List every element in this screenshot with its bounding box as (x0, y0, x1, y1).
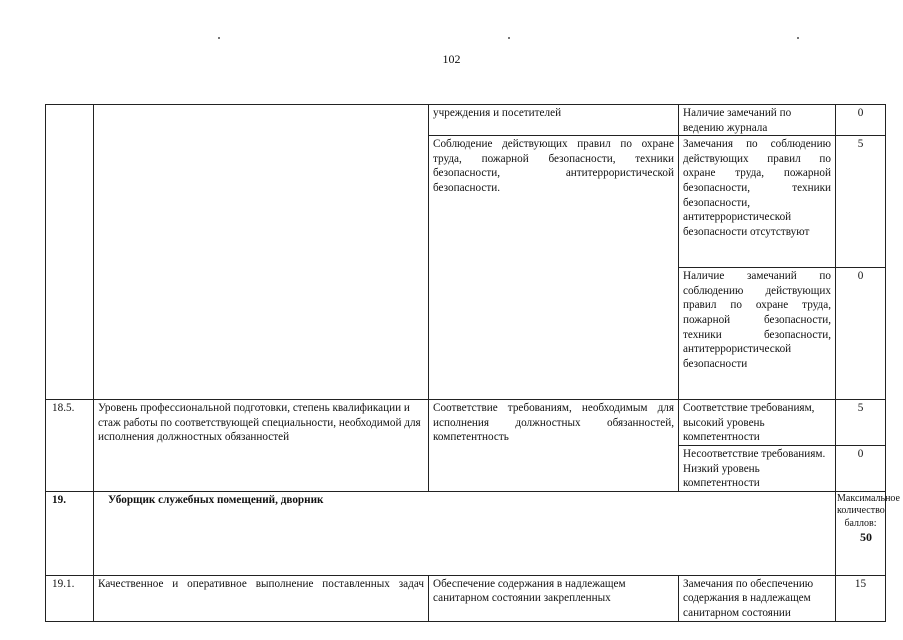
score-cell: 15 (836, 575, 886, 621)
row-number-cell: 18.5. (46, 400, 94, 492)
indicator-cell: Обеспечение содержания в надлежащем санитарном состоянии закрепленных (429, 575, 679, 621)
section-title-cell (94, 491, 836, 575)
page-number: 102 (442, 52, 461, 66)
scan-speck (508, 37, 510, 39)
max-score-value: 50 (860, 529, 872, 544)
criterion-cell (94, 105, 429, 400)
table-row (46, 105, 886, 136)
score-cell: 0 (836, 105, 886, 136)
table-row (46, 575, 886, 621)
score-cell: 0 (836, 445, 886, 491)
section-row (46, 491, 886, 575)
max-score-cell (836, 491, 900, 575)
criterion-cell: Уровень профессиональной подготовки, степень квалификации и стаж работы по соответствующей специальности, необходимой для исполнения должностных обязанностей (94, 400, 429, 492)
scan-speck (797, 37, 799, 39)
row-number-cell: 19.1. (46, 575, 94, 621)
evaluation-cell: Замечания по обеспечению содержания в надлежащем санитарном состоянии (679, 575, 836, 621)
indicator-cell: Соответствие требованиям, необходимым для исполнения должностных обязанностей, компетентность (429, 400, 679, 492)
evaluation-cell: Наличие замечаний по соблюдению действующих правил по охране труда, пожарной безопасности, техники безопасности, антитеррористической безопасности (679, 268, 836, 400)
evaluation-cell: Замечания по соблюдению действующих правил по охране труда, пожарной безопасности, техники безопасности, антитеррористической безопасности отсутствуют (679, 136, 836, 268)
score-cell: 5 (836, 400, 886, 446)
scan-speck (218, 37, 220, 39)
score-cell: 5 (836, 136, 886, 268)
score-cell: 0 (836, 268, 886, 400)
max-score-label: Максимальное количество баллов: (837, 492, 900, 529)
table-row (46, 400, 886, 446)
evaluation-cell: Соответствие требованиям, высокий уровень компетентности (679, 400, 836, 446)
evaluation-cell: Наличие замечаний по ведению журнала (679, 105, 836, 136)
criteria-table (45, 104, 900, 622)
indicator-cell: Соблюдение действующих правил по охране труда, пожарной безопасности, техники безопасности, антитеррористической безопасности. (429, 136, 679, 400)
evaluation-cell: Несоответствие требованиям. Низкий уровень компетентности (679, 445, 836, 491)
criterion-cell: Качественное и оперативное выполнение поставленных задач (94, 575, 429, 621)
section-number-cell: 19. (46, 491, 94, 575)
row-number-cell (46, 105, 94, 400)
section-title: Уборщик служебных помещений, дворник (108, 493, 324, 506)
indicator-cell: учреждения и посетителей (429, 105, 679, 136)
